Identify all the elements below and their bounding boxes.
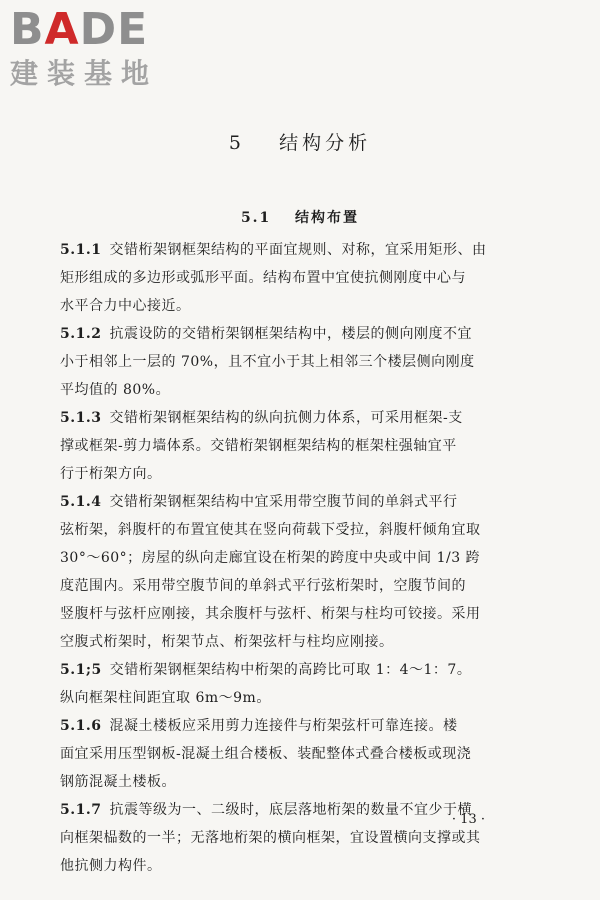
clause-line <box>60 404 508 432</box>
clause-number: 5.1.6 <box>60 718 102 734</box>
brand-logo <box>10 6 175 90</box>
clause-line: 水平合力中心接近。 <box>60 298 191 314</box>
clause-5-1-7 <box>60 796 508 880</box>
clause-text: 抗震设防的交错桁架钢框架结构中，楼层的侧向刚度不宜 <box>109 326 472 342</box>
chapter-heading: 结构分析 <box>279 132 372 154</box>
clause-line: 他抗侧力构件。 <box>60 858 162 874</box>
clause-text: 交错桁架钢框架结构的纵向抗侧力体系，可采用框架-支 <box>109 410 463 426</box>
clause-line <box>60 488 508 516</box>
chapter-title <box>0 128 600 155</box>
clause-line: 钢筋混凝土楼板。 <box>60 774 176 790</box>
clause-line: 矩形组成的多边形或弧形平面。结构布置中宜使抗侧刚度中心与 <box>60 270 466 286</box>
clause-line: 竖腹杆与弦杆应刚接，其余腹杆与弦杆、桁架与柱均可铰接。采用 <box>60 606 481 622</box>
page-number: · 13 · <box>451 812 485 827</box>
clause-number: 5.1.4 <box>60 494 102 510</box>
clause-5-1-5 <box>60 656 508 712</box>
clause-number: 5.1;5 <box>60 662 102 678</box>
logo-subtitle: 建装基地 <box>10 57 159 90</box>
clause-text: 混凝土楼板应采用剪力连接件与桁架弦杆可靠连接。楼 <box>109 718 458 734</box>
clause-5-1-2 <box>60 320 508 404</box>
clause-5-1-1 <box>60 236 508 320</box>
section-title <box>0 207 600 227</box>
clause-list <box>60 236 508 880</box>
clause-number: 5.1.2 <box>60 326 102 342</box>
clause-number: 5.1.3 <box>60 410 102 426</box>
clause-line: 度范围内。采用带空腹节间的单斜式平行弦桁架时，空腹节间的 <box>60 578 466 594</box>
clause-line: 撑或框架-剪力墙体系。交错桁架钢框架结构的框架柱强轴宜平 <box>60 438 457 454</box>
clause-5-1-6 <box>60 712 508 796</box>
clause-line: 行于桁架方向。 <box>60 466 162 482</box>
chapter-number: 5 <box>228 132 245 154</box>
clause-5-1-4 <box>60 488 508 656</box>
clause-line: 小于相邻上一层的 70%，且不宜小于其上相邻三个楼层侧向刚度 <box>60 354 475 370</box>
clause-line <box>60 320 508 348</box>
clause-line: 平均值的 80%。 <box>60 382 171 398</box>
clause-line: 向框架榀数的一半；无落地桁架的横向框架，宜设置横向支撑或其 <box>60 830 481 846</box>
clause-line: 30°～60°；房屋的纵向走廊宜设在桁架的跨度中央或中间 1/3 跨 <box>60 550 481 566</box>
clause-line: 空腹式桁架时，桁架节点、桁架弦杆与柱均应刚接。 <box>60 634 394 650</box>
clause-text: 交错桁架钢框架结构中宜采用带空腹节间的单斜式平行 <box>109 494 458 510</box>
clause-line <box>60 656 508 684</box>
clause-line: 纵向框架柱间距宜取 6m～9m。 <box>60 690 271 706</box>
clause-number: 5.1.1 <box>60 242 102 258</box>
clause-number: 5.1.7 <box>60 802 102 818</box>
logo-wordmark: BADE <box>10 4 149 55</box>
section-number: 5.1 <box>240 210 272 226</box>
clause-text: 交错桁架钢框架结构中桁架的高跨比可取 1：4～1：7。 <box>109 662 472 678</box>
clause-line <box>60 712 508 740</box>
clause-text: 抗震等级为一、二级时，底层落地桁架的数量不宜少于横 <box>109 802 472 818</box>
clause-line <box>60 236 508 264</box>
clause-line: 弦桁架，斜腹杆的布置宜使其在竖向荷载下受拉，斜腹杆倾角宜取 <box>60 522 481 538</box>
clause-line: 面宜采用压型钢板-混凝土组合楼板、装配整体式叠合楼板或现浇 <box>60 746 472 762</box>
clause-text: 交错桁架钢框架结构的平面宜规则、对称，宜采用矩形、由 <box>109 242 487 258</box>
clause-5-1-3 <box>60 404 508 488</box>
section-heading: 结构布置 <box>295 210 360 226</box>
